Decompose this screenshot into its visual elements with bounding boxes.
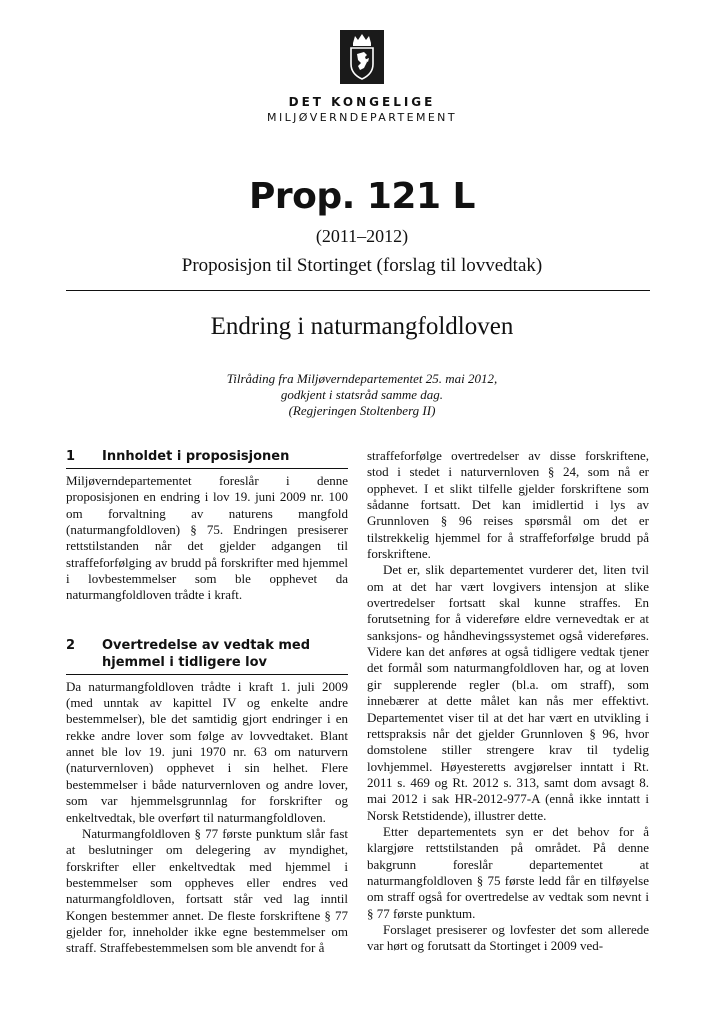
paragraph: Det er, slik departementet vurderer det, liten tvil om at det har vært lovgivers intensjon at slike overtredelser fortsatt skal kunne straffes. En forutsetning for å videreføre eldre vernevedtak er at sanksjons- og håndhevingssystemet også videreføres. Videre kan det anføres at også tidligere vedtak tjener det formål som naturmangfoldloven har, og at loven gir supplerende regler (bl.a. om straff), som innebærer at dette målet kan nås mer effektivt. Departementet viser til at det har vært en utvikling i rettspraksis når det gjelder Grunnloven § 96, hvor domstolene stiller strengere krav til tydelig lovhjemmel. Høyesteretts avgjørelser inntatt i Rt. 2011 s. 469 og Rt. 2012 s. 313, samt dom avsagt 8. mai 2012 i sak HR-2012-977-A (ennå ikke inntatt i Norsk Retstidende), illustrer dette. — [367, 562, 649, 823]
approval-line: (Regjeringen Stoltenberg II) — [288, 403, 436, 418]
ministry-name-line2: MILJØVERNDEPARTEMENT — [267, 111, 457, 124]
section-heading-1 — [66, 448, 348, 469]
section-heading-2 — [66, 637, 348, 675]
ministry-name-line1: DET KONGELIGE — [288, 95, 436, 109]
proposition-subtitle: Proposisjon til Stortinget (forslag til lovvedtak) — [181, 255, 543, 276]
approval-line: godkjent i statsråd samme dag. — [280, 387, 444, 402]
title-divider — [66, 290, 650, 291]
paragraph: Da naturmangfoldloven trådte i kraft 1. juli 2009 (med unntak av kapittel IV og enkelte andre bestemmelser), ble det samtidig gjort endringer i en rekke andre lover som følge av lovvedtaket. Blant annet ble lov 19. juni 1970 nr. 63 om naturvern (naturvernloven) opphevet i sin helhet. Flere bestemmelser i både naturvernloven og andre lover, som var hjemmelsgrunnlag for forskrifter og enkeltvedtak, ble overført til naturmangfoldloven. — [66, 678, 348, 825]
coat-of-arms-icon — [340, 30, 384, 84]
section-title: Innholdet i proposisjonen — [102, 449, 290, 464]
paragraph: Miljøverndepartementet foreslår i denne proposisjonen en endring i lov 19. juni 2009 nr. 100 om forvaltning av naturens mangfold (naturmangfoldloven) § 75. Endringen presiserer rettstilstanden når det gjelder adgangen til straffeforfølging av brudd på forskrifter med hjemmel i lovbestemmelser som ble opphevet da naturmangfoldloven trådte i kraft. — [66, 473, 348, 603]
section-number: 1 — [66, 449, 76, 464]
ministry-logo — [0, 30, 724, 124]
approval-note — [0, 371, 724, 419]
paragraph-continued: straffeforfølge overtredelser av disse forskriftene, stod i stedet i naturvernloven § 24, som nå er opphevet. I et slikt tilfelle gjelder forskriftene som sådanne fortsatt. Det kan imidlertid i lys av Grunnloven § 96 reises spørsmål om det er tilstrekkelig hjemmel for å straffeforfølge brudd på forskriftene. — [367, 448, 649, 562]
paragraph-split: Naturmangfoldloven § 77 første punktum slår fast at beslutninger om delegering av myndighet, forskrifter eller enkeltvedtak med hjemmel i bestemmelser som oppheves eller endres ved naturmangfoldloven, fortsatt står ved lag inntil Kongen bestemmer annet. De fleste forskriftene § 77 gjelder for, inneholder ikke egne bestemmelser om straff. Straffebestemmelsen som ble anvendt for å — [66, 825, 348, 956]
proposition-number: Prop. 121 L — [249, 176, 475, 217]
session-years: (2011–2012) — [315, 226, 409, 246]
document-title: Endring i naturmangfoldloven — [210, 313, 514, 340]
section-title: Overtredelse av vedtak med hjemmel i tidligere lov — [102, 637, 311, 670]
section-number: 2 — [66, 637, 76, 653]
right-column — [367, 448, 649, 955]
approval-line: Tilråding fra Miljøverndepartementet 25. mai 2012, — [226, 371, 498, 386]
paragraph: Forslaget presiserer og lovfester det som allerede var hørt og forutsatt da Stortinget i 2009 ved- — [367, 921, 649, 954]
paragraph: Etter departementets syn er det behov for å klargjøre rettstilstanden på området. På denne bakgrunn foreslår departementet at naturmangfoldloven § 75 første ledd får en tilføyelse om straff også for overtredelse av vedtak som nevnt i § 77 første punktum. — [367, 823, 649, 921]
left-column — [66, 448, 348, 957]
